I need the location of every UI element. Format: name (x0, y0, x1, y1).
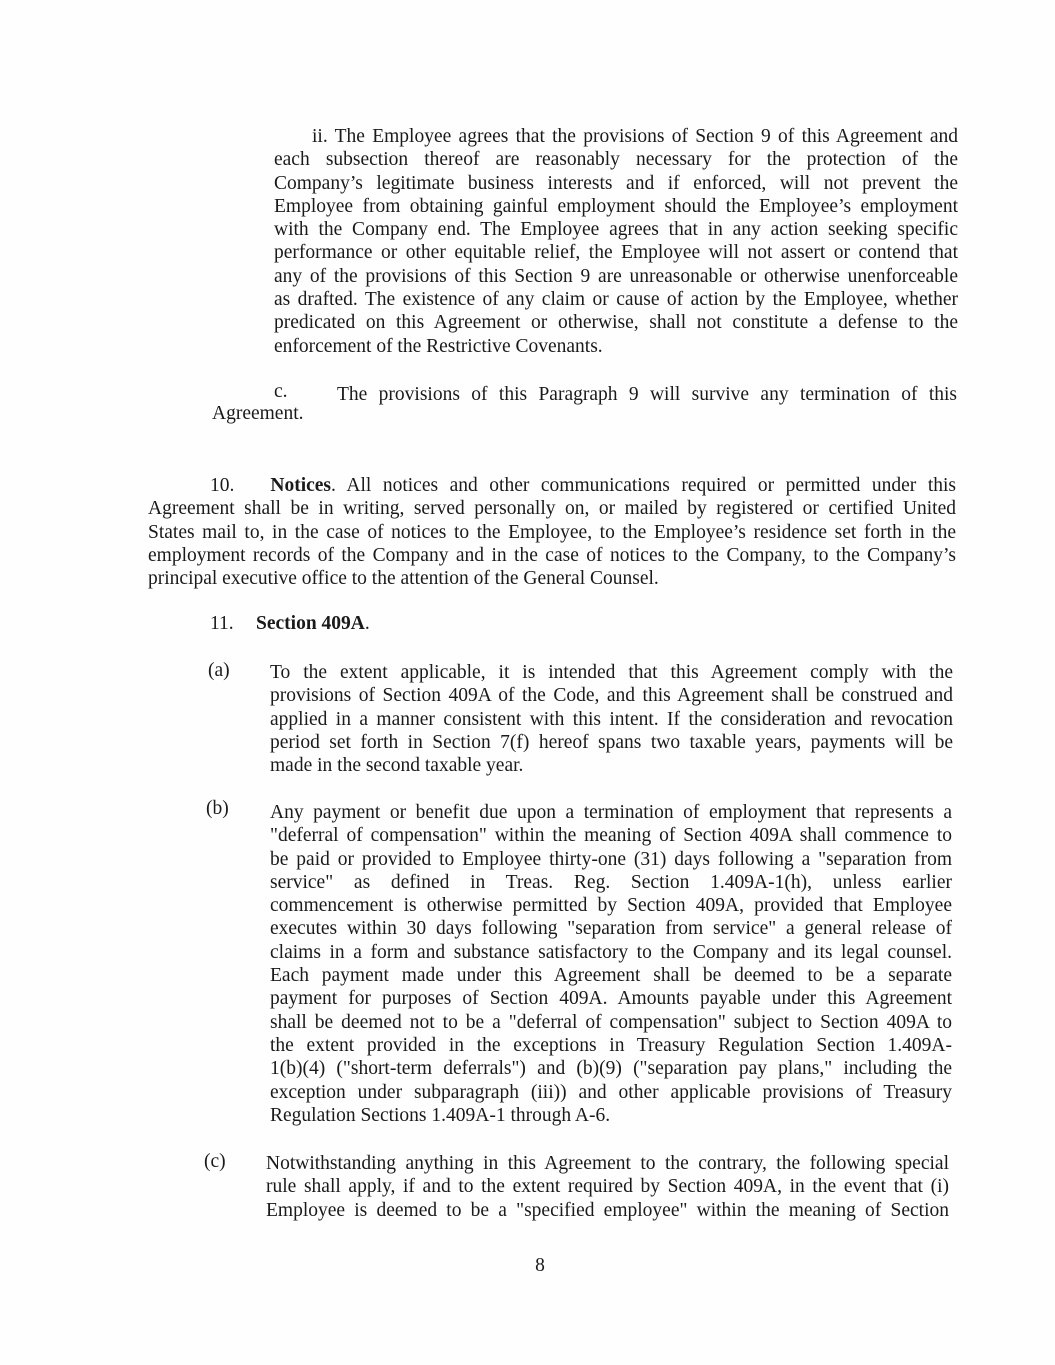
subsection-c-label: (c) (204, 1151, 226, 1172)
text-line: exception under subparagraph (iii)) and other applicable provisions of Treasury (270, 1081, 952, 1103)
text-line: with the Company end. The Employee agrees that in any action seeking specific (274, 219, 958, 241)
text-line: principal executive office to the attention of the General Counsel. (148, 568, 659, 590)
text-line: To the extent applicable, it is intended that this Agreement comply with the (270, 662, 953, 683)
text-line: any of the provisions of this Section 9 are unreasonable or otherwise unenforceable (274, 265, 958, 287)
text-line: Any payment or benefit due upon a termination of employment that represents a (270, 802, 952, 823)
section-number: 11. (210, 613, 234, 634)
text-line: "deferral of compensation" within the meaning of Section 409A shall commence to (270, 825, 952, 847)
text-line: shall be deemed not to be a "deferral of compensation" subject to Section 409A to (270, 1011, 952, 1033)
section-heading (256, 612, 370, 635)
paragraph-c-text: The provisions of this Paragraph 9 will survive any termination of this (337, 384, 957, 405)
text-line: as drafted. The existence of any claim or cause of action by the Employee, whether (274, 289, 958, 311)
text-line: executes within 30 days following "separation from service" a general release of (270, 918, 952, 940)
text-line: be paid or provided to Employee thirty-one (31) days following a "separation from (270, 848, 952, 870)
text-line: Each payment made under this Agreement shall be deemed to be a separate (270, 965, 952, 987)
heading-suffix: . (364, 613, 370, 634)
text-line: applied in a manner consistent with this intent. If the consideration and revocation (270, 708, 953, 730)
paragraph-ii (274, 125, 958, 358)
subsection-b-label: (b) (206, 798, 229, 819)
text-line: Company’s legitimate business interests and if enforced, will not prevent the (274, 172, 958, 194)
text-line: predicated on this Agreement or otherwise, shall not constitute a defense to the (274, 312, 958, 334)
text-line: claims in a form and substance satisfactory to the Company and its legal counsel. (270, 941, 952, 963)
text-line: Regulation Sections 1.409A-1 through A-6. (270, 1104, 611, 1126)
text-line: rule shall apply, if and to the extent required by Section 409A, in the event that (i) (266, 1176, 949, 1198)
text-line: service" as defined in Treas. Reg. Section 1.409A-1(h), unless earlier (270, 871, 952, 893)
text-line: each subsection thereof are reasonably necessary for the protection of the (274, 149, 958, 171)
text-line: employment records of the Company and in the case of notices to the Company, to the Company’s (148, 544, 956, 566)
page-number: 8 (535, 1255, 545, 1276)
text-fragment: . All notices and other communications required or permitted under this (331, 475, 956, 496)
text-line: ii. The Employee agrees that the provisions of Section 9 of this Agreement and (312, 126, 958, 147)
text-line: 1(b)(4) ("short-term deferrals") and (b)(9) ("separation pay plans," including the (270, 1058, 952, 1080)
text-line (148, 474, 956, 497)
text-line: enforcement of the Restrictive Covenants. (274, 335, 603, 357)
text-line: made in the second taxable year. (270, 755, 524, 777)
text-line: provisions of Section 409A of the Code, and this Agreement shall be construed and (270, 685, 953, 707)
text-line: the extent provided in the exceptions in Treasury Regulation Section 1.409A- (270, 1034, 952, 1056)
subsection-b (270, 801, 952, 1127)
paragraph-c-text: Agreement. (212, 403, 304, 424)
section-number: 10. (210, 475, 235, 496)
section-10-notices (148, 474, 956, 590)
subsection-a-label: (a) (208, 660, 230, 681)
paragraph-c-label: c. (274, 381, 288, 402)
section-heading-text: Section 409A (256, 613, 365, 634)
text-line: payment for purposes of Section 409A. Amounts payable under this Agreement (270, 988, 952, 1010)
text-line: States mail to, in the case of notices to the Employee, to the Employee’s residence set forth in the (148, 521, 956, 543)
text-line: Agreement shall be in writing, served personally on, or mailed by registered or certified United (148, 498, 956, 520)
section-heading: Notices (270, 475, 332, 496)
text-line: Employee from obtaining gainful employment should the Employee’s employment (274, 195, 958, 217)
subsection-c (266, 1152, 949, 1222)
text-line: commencement is otherwise permitted by Section 409A, provided that Employee (270, 895, 952, 917)
text-line: period set forth in Section 7(f) hereof spans two taxable years, payments will be (270, 731, 953, 753)
text-line: Notwithstanding anything in this Agreement to the contrary, the following special (266, 1153, 949, 1174)
text-line: Employee is deemed to be a "specified employee" within the meaning of Section (266, 1199, 949, 1221)
text-line: performance or other equitable relief, the Employee will not assert or contend that (274, 242, 958, 264)
subsection-a (270, 661, 953, 777)
